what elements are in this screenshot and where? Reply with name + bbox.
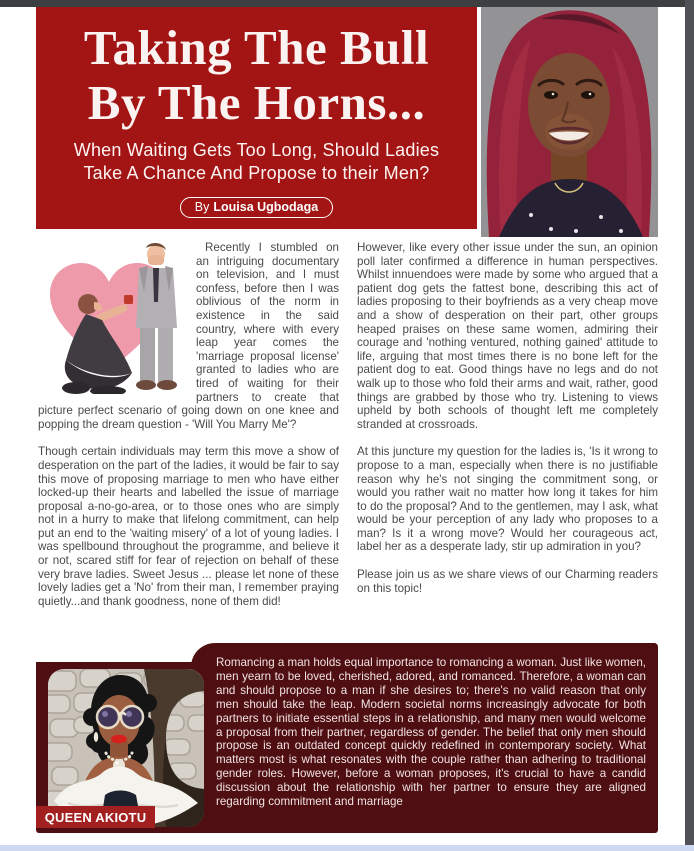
left-column xyxy=(38,241,339,608)
article-paragraph: Recently I stumbled on an intriguing documentary on television, and I must confess, before then I was oblivious of the norm in existence in the said country, where with every leap year comes the 'marriage proposal license' granted to ladies who are tired of waiting for their partners to create that picture perfect scenario of going down on one knee and popping the dream question - 'Will You Marry Me'? xyxy=(38,241,339,431)
byline-prefix: By xyxy=(194,200,210,214)
reader-photo xyxy=(48,669,204,827)
proposal-illustration xyxy=(38,242,188,394)
header-banner xyxy=(36,7,477,229)
article-paragraph: Though certain individuals may term this move a show of desperation on the part of the ladies, it would be fair to say this move of proposing marriage to men who have either locked-up their hearts and labelled the issue of marriage proposal a-no-go-area, or to those ones who are simply not in a hurry to make that lifelong commitment, can help put an end to the 'waiting misery' of a lot of young ladies. I was spellbound throughout the programme, and believe it or not, scared stiff for fear of rejection on behalf of these very brave ladies. Sweet Jesus ... please let none of these lovely ladies get a 'No' from their man, I remember praying quietly...and thank goodness, none of them did! xyxy=(38,445,339,608)
article-subtitle xyxy=(36,139,477,185)
article-body xyxy=(38,241,658,608)
article-title-line1: Taking The Bull xyxy=(83,20,430,75)
reader-quote-section xyxy=(36,643,658,833)
subtitle-line2: Take A Chance And Propose to their Men? xyxy=(83,163,430,183)
subtitle-line1: When Waiting Gets Too Long, Should Ladies xyxy=(73,140,440,160)
proposal-heart-image xyxy=(38,242,188,394)
reader-quote-text: Romancing a man holds equal importance to romancing a woman. Just like women, men yearn to be loved, cherished, adored, and romanced. Therefore, a woman can and should propose to a man if she desires to; there's no valid reason that only men should take the leap. Modern societal norms increasingly advocate for both partners to initiate essential steps in a relationship, and many men would welcome a proposal from their partner, regardless of gender. The belief that only men should propose is an outdated concept quickly redefined in contemporary society. What matters most is what resonates with the couple rather than adhering to traditional gender roles. However, before a woman proposes, it's crucial to have a candid discussion about the relationship with her partner to ensure they are aligned regarding commitment and marriage xyxy=(216,656,646,809)
author-portrait-image xyxy=(481,7,658,237)
article-paragraph: Please join us as we share views of our Charming readers on this topic! xyxy=(357,568,658,595)
article-title-line2: By The Horns... xyxy=(87,75,426,130)
article-paragraph: However, like every other issue under the sun, an opinion poll later confirmed a difference in human perspectives. Whilst innuendoes were made by some who argued that a patient dog gets the fattest bone, describing this act of ladies proposing to their boyfriends as a very cheap move and a show of desperation on their part, other groups heaped praises on these same women, admiring their courage and 'nothing ventured, nothing gained' attitude to life, arguing that most times there is no bone left for the patient dog to eat. Good things have no legs and do not walk up to those who fold their arms and wait, rather, good things are grabbed by those who try. Listening to views upheld by both schools of thought left me completely stranded at crossroads. xyxy=(357,241,658,431)
article-paragraph: At this juncture my question for the ladies is, 'Is it wrong to propose to a man, especially when there is no justifiable reason why he's not singing the commitment song, or would you rather wait no matter how long it takes for him to do the proposal? And to the gentlemen, may I ask, what would be your perception of any lady who proposes to a man? Is it a wrong move? Would her courageous act, label her as a desperate lady, stir up admiration in you? xyxy=(357,445,658,554)
reader-name-label: QUEEN AKIOTU xyxy=(44,809,147,825)
byline-pill xyxy=(180,197,333,218)
right-column xyxy=(357,241,658,608)
author-photo xyxy=(481,7,658,237)
viewer-right-edge xyxy=(685,0,694,845)
byline-author-name: Louisa Ugbodaga xyxy=(213,200,319,214)
next-page-edge xyxy=(0,845,694,851)
queen-akiotu-image xyxy=(48,669,204,827)
viewer-top-bar xyxy=(0,0,694,7)
reader-name-banner xyxy=(36,806,155,828)
